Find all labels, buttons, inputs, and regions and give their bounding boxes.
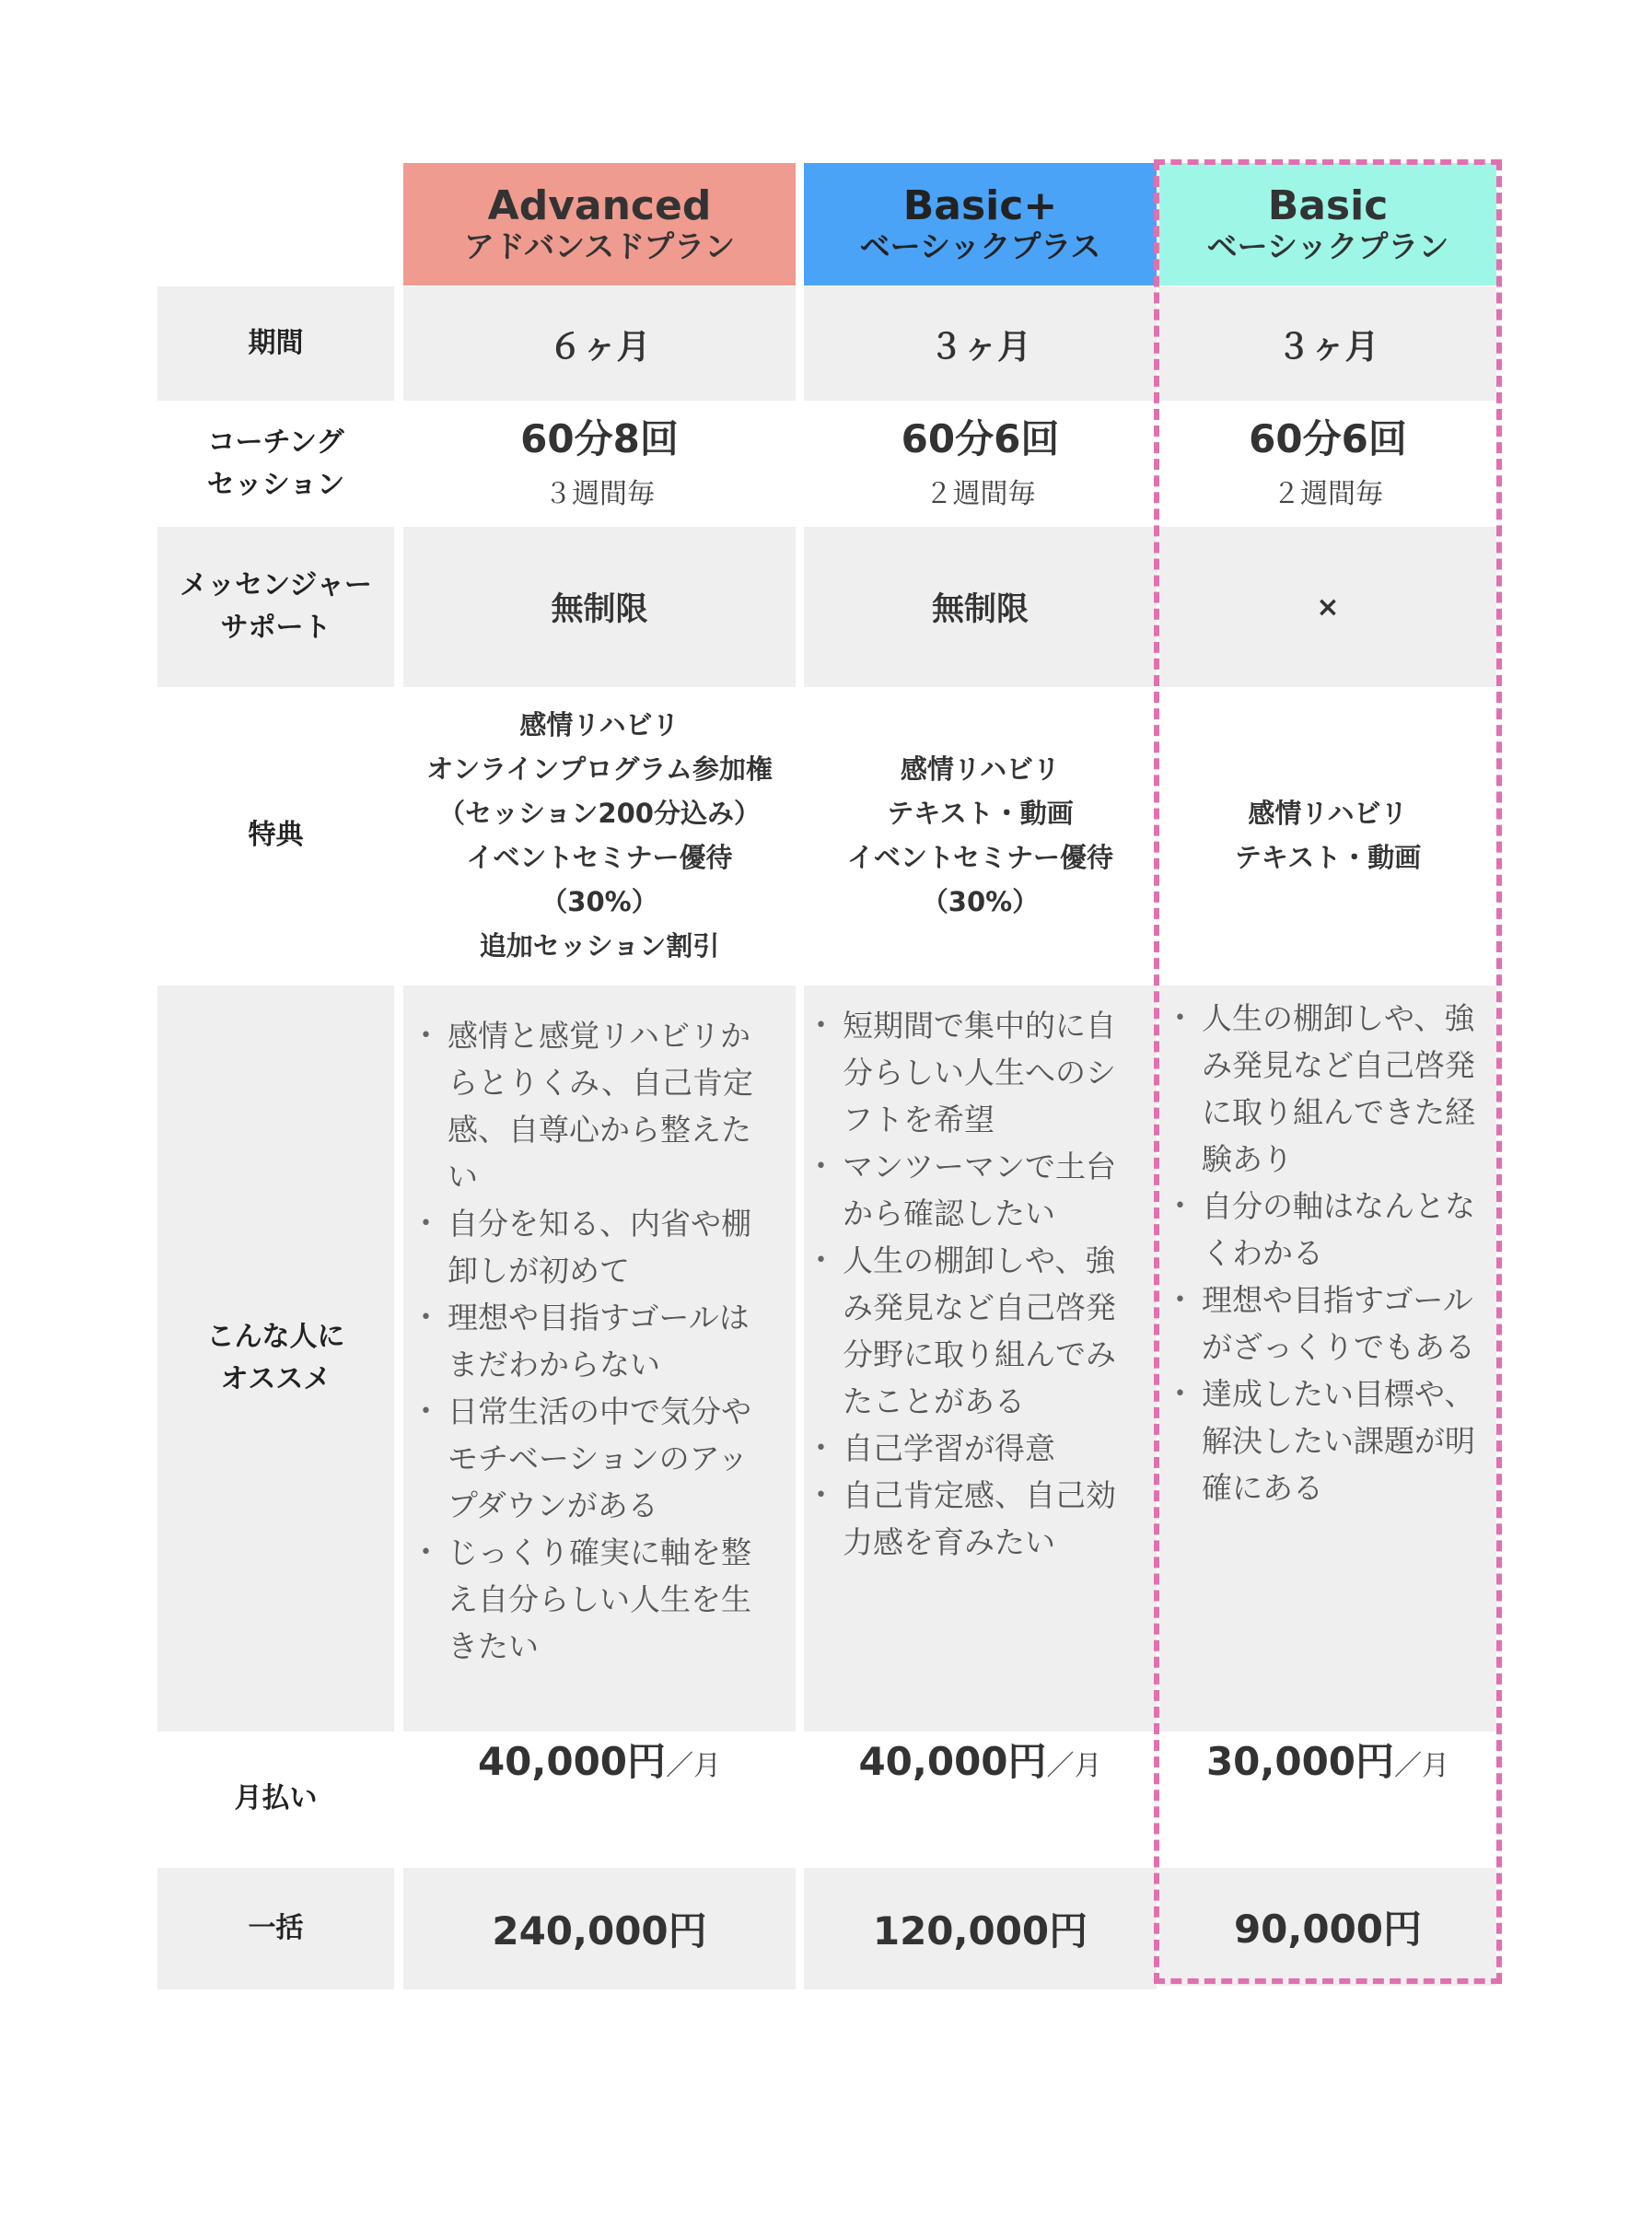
session-count: 60分6回 <box>901 415 1060 461</box>
list-item <box>414 1388 774 1529</box>
benefits-basic <box>1159 687 1496 984</box>
benefit-item: テキスト・動画 <box>887 798 1074 829</box>
plan-name-jp: ベーシックプラス <box>859 227 1101 264</box>
benefit-item: （30%） <box>921 886 1040 917</box>
list-item <box>414 1529 774 1670</box>
list-item <box>809 1472 1140 1566</box>
benefit-item: オンラインプログラム参加権 <box>426 753 773 785</box>
plan-header-advanced <box>403 163 796 286</box>
list-item-text: 短期間で集中的に自分らしい人生へのシフトを希望 <box>843 1008 1116 1137</box>
list-item-text: 感情と感覚リハビリからとりくみ、自己肯定感、自尊心から整えたい <box>448 1018 753 1195</box>
row-label-benefits <box>157 687 394 984</box>
messenger-value: × <box>1316 590 1340 624</box>
plan-header-basic-plus <box>804 163 1157 286</box>
bullet-icon: • <box>1174 1289 1186 1312</box>
coaching-basic <box>1159 401 1496 527</box>
benefits-advanced <box>403 687 796 984</box>
row-label-coaching <box>157 401 394 527</box>
list-item <box>809 1425 1140 1472</box>
monthly-unit: ／月 <box>1394 1750 1450 1782</box>
lump-advanced <box>403 1868 796 1989</box>
benefits-basic-plus <box>804 687 1157 984</box>
row-label-text: オススメ <box>220 1363 332 1395</box>
list-item-text: 自分を知る、内省や棚卸しが初めて <box>448 1206 751 1289</box>
list-item <box>414 1012 774 1200</box>
messenger-value: 無制限 <box>931 591 1029 628</box>
list-item-text: 理想や目指すゴールがざっくりでもある <box>1202 1282 1475 1365</box>
list-item <box>809 1143 1140 1237</box>
bullet-icon: • <box>815 1155 827 1178</box>
list-item <box>1169 1183 1480 1277</box>
list-item-text: 達成したい目標や、解決したい課題が明確にある <box>1202 1376 1475 1506</box>
session-frequency: ２週間毎 <box>1273 477 1383 510</box>
row-label-text: 特典 <box>248 819 304 851</box>
bullet-icon: • <box>815 1437 827 1460</box>
monthly-price: 40,000円 <box>477 1739 667 1784</box>
duration-basic <box>1159 286 1496 401</box>
monthly-price: 40,000円 <box>858 1739 1047 1784</box>
row-label-text: こんな人に <box>206 1321 345 1353</box>
row-label-messenger <box>157 527 394 687</box>
benefit-item: 追加セッション割引 <box>479 930 720 962</box>
benefit-item: イベントセミナー優待 <box>466 842 733 873</box>
row-label-text: 期間 <box>248 327 304 359</box>
list-item <box>414 1200 774 1294</box>
list-item <box>1169 1277 1480 1370</box>
row-label-lump-sum <box>157 1868 394 1989</box>
monthly-unit: ／月 <box>666 1750 722 1782</box>
list-item <box>414 1294 774 1388</box>
benefit-item: （30%） <box>541 886 658 917</box>
lump-basic <box>1159 1868 1496 1986</box>
bullet-icon: • <box>815 1484 827 1507</box>
row-label-text: サポート <box>220 612 332 644</box>
duration-value: ３ヶ月 <box>929 327 1031 367</box>
coaching-advanced <box>403 401 796 527</box>
recommend-list <box>414 1012 774 1670</box>
session-count: 60分6回 <box>1249 415 1407 461</box>
bullet-icon: • <box>420 1306 432 1329</box>
recommend-basic <box>1159 986 1496 1732</box>
row-label-text: 一括 <box>248 1912 304 1944</box>
benefit-item: テキスト・動画 <box>1234 842 1422 873</box>
duration-value: ６ヶ月 <box>548 327 651 367</box>
lump-basic-plus <box>804 1868 1157 1989</box>
monthly-advanced <box>403 1732 796 1866</box>
lump-price: 240,000円 <box>492 1908 707 1954</box>
duration-value: ３ヶ月 <box>1276 327 1379 367</box>
list-item-text: マンツーマンで土台から確認したい <box>843 1149 1116 1231</box>
bullet-icon: • <box>1174 1382 1186 1405</box>
row-label-text: メッセンジャー <box>180 569 372 601</box>
bullet-icon: • <box>815 1249 827 1272</box>
row-label-recommend <box>157 986 394 1732</box>
plan-name-en: Basic+ <box>902 181 1058 229</box>
benefit-item: （セッション200分込み） <box>438 798 761 829</box>
session-frequency: ２週間毎 <box>925 477 1036 510</box>
list-item-text: 人生の棚卸しや、強み発見など自己啓発分野に取り組んでみたことがある <box>843 1242 1116 1419</box>
recommend-basic-plus <box>804 986 1157 1732</box>
monthly-basic <box>1159 1732 1496 1866</box>
plan-name-jp: アドバンスドプラン <box>463 227 736 264</box>
plan-name-en: Basic <box>1267 181 1389 229</box>
list-item <box>809 1002 1140 1143</box>
list-item <box>809 1237 1140 1425</box>
recommend-advanced <box>403 986 796 1732</box>
bullet-icon: • <box>1174 1195 1186 1218</box>
row-label-text: セッション <box>206 468 345 501</box>
list-item-text: 自分の軸はなんとなくわかる <box>1202 1188 1475 1271</box>
list-item-text: 日常生活の中で気分やモチベーションのアップダウンがある <box>448 1394 751 1523</box>
recommend-list <box>809 1002 1140 1566</box>
duration-advanced <box>403 286 796 401</box>
monthly-basic-plus <box>804 1732 1157 1866</box>
monthly-price: 30,000円 <box>1205 1739 1395 1784</box>
plan-name-jp: ベーシックプラン <box>1206 227 1449 264</box>
benefit-item: 感情リハビリ <box>1248 798 1408 829</box>
bullet-icon: • <box>420 1400 432 1423</box>
messenger-basic <box>1159 527 1496 687</box>
list-item-text: 人生の棚卸しや、強み発見など自己啓発に取り組んできた経験あり <box>1202 1000 1475 1177</box>
list-item <box>1169 1370 1480 1511</box>
monthly-unit: ／月 <box>1046 1750 1102 1782</box>
bullet-icon: • <box>1174 1007 1186 1030</box>
benefit-item: イベントセミナー優待 <box>846 842 1114 873</box>
bullet-icon: • <box>420 1024 432 1047</box>
list-item-text: 自己肯定感、自己効力感を育みたい <box>843 1477 1116 1560</box>
row-label-text: コーチング <box>207 426 344 459</box>
row-label-duration <box>157 286 394 401</box>
lump-price: 120,000円 <box>872 1908 1088 1954</box>
plan-name-en: Advanced <box>487 181 712 229</box>
session-frequency: ３週間毎 <box>544 477 655 510</box>
bullet-icon: • <box>420 1212 432 1235</box>
recommend-list <box>1169 995 1480 1511</box>
bullet-icon: • <box>815 1014 827 1037</box>
messenger-basic-plus <box>804 527 1157 687</box>
list-item <box>1169 995 1480 1183</box>
benefit-item: 感情リハビリ <box>519 709 680 741</box>
list-item-text: 理想や目指すゴールはまだわからない <box>448 1300 750 1382</box>
lump-price: 90,000円 <box>1233 1907 1423 1952</box>
coaching-basic-plus <box>804 401 1157 527</box>
plan-header-basic <box>1159 163 1496 286</box>
row-label-text: 月払い <box>234 1782 318 1814</box>
duration-basic-plus <box>804 286 1157 401</box>
session-count: 60分8回 <box>520 415 679 461</box>
messenger-advanced <box>403 527 796 687</box>
bullet-icon: • <box>420 1541 432 1564</box>
benefit-item: 感情リハビリ <box>900 753 1061 785</box>
list-item-text: じっくり確実に軸を整え自分らしい人生を生きたい <box>448 1534 751 1664</box>
row-label-monthly <box>157 1732 394 1866</box>
list-item-text: 自己学習が得意 <box>843 1430 1055 1466</box>
messenger-value: 無制限 <box>551 591 648 628</box>
